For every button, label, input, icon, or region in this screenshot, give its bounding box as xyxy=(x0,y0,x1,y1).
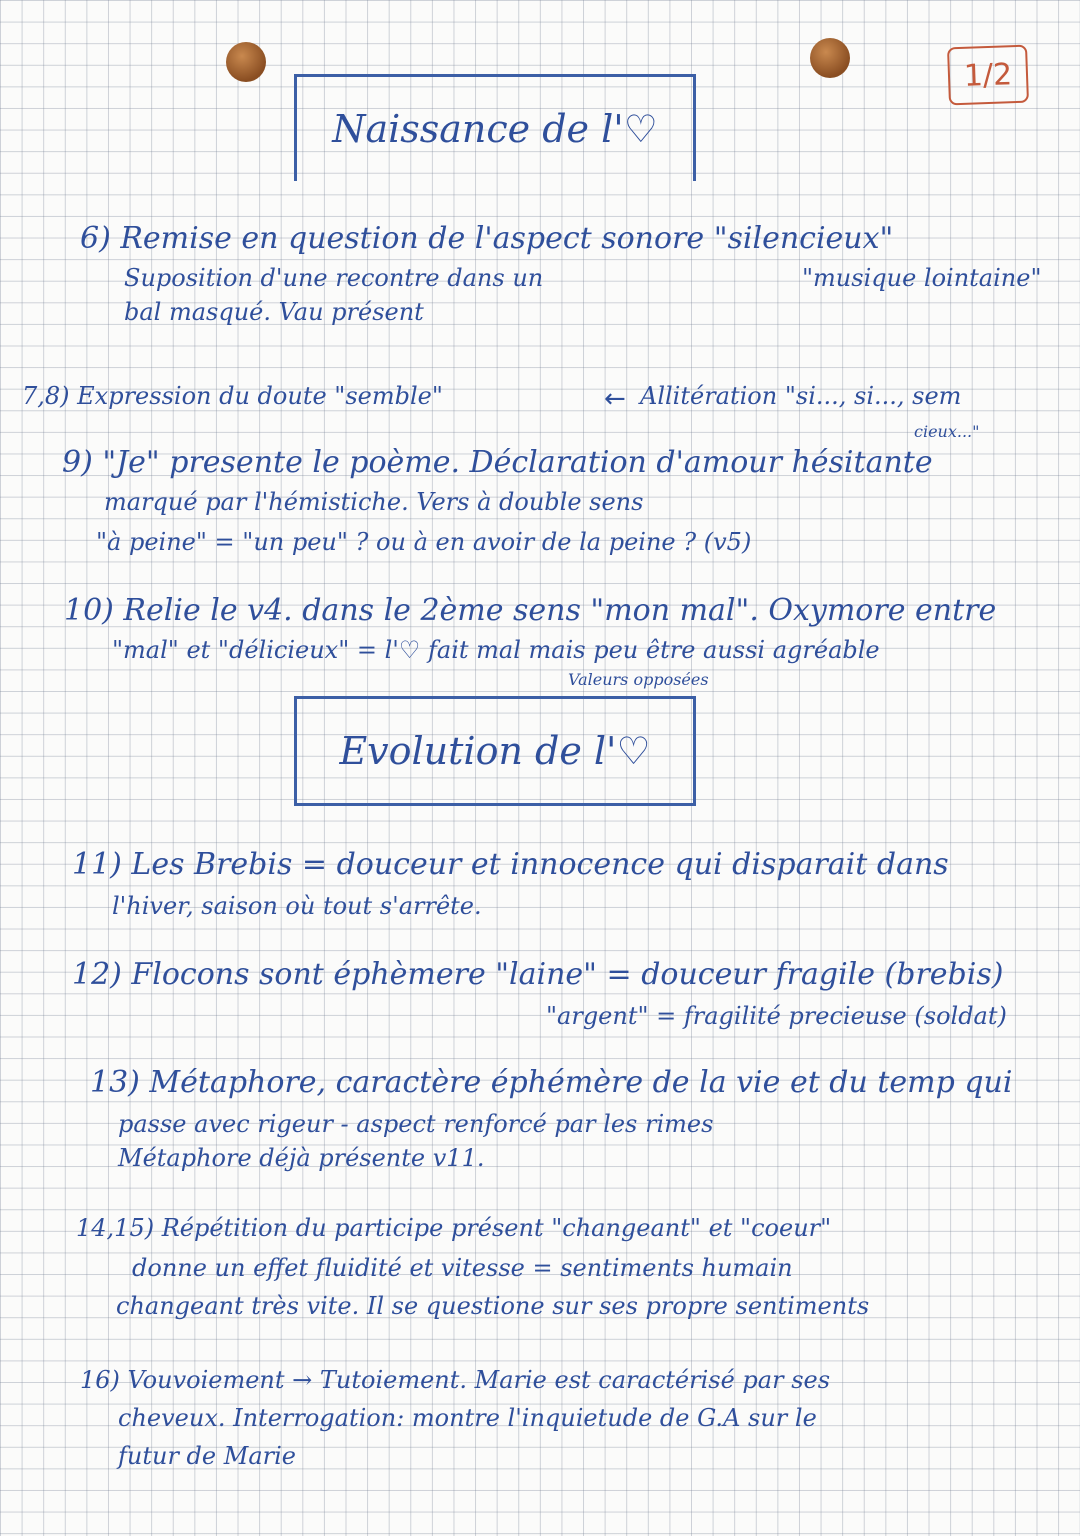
note-78-line-1: 7,8) Expression du doute "semble" xyxy=(22,382,443,410)
note-11-line-2: l'hiver, saison où tout s'arrête. xyxy=(112,892,482,920)
note-9-line-1: 9) "Je" presente le poème. Déclaration d'amour hésitante xyxy=(62,445,933,480)
note-6-line-3: bal masqué. Vau présent xyxy=(124,298,424,326)
note-10-aside: Valeurs opposées xyxy=(568,670,709,689)
note-13-line-2: passe avec rigeur - aspect renforcé par les rimes xyxy=(118,1110,714,1138)
note-6-line-1: 6) Remise en question de l'aspect sonore "silencieux" xyxy=(80,221,894,256)
note-11-line-1: 11) Les Brebis = douceur et innocence qui disparait dans xyxy=(72,847,949,882)
note-9-line-3: "à peine" = "un peu" ? ou à en avoir de la peine ? (v5) xyxy=(96,528,752,556)
arrow-left-icon: ← xyxy=(604,384,626,414)
note-78-alliteration-cont: cieux..." xyxy=(914,422,980,441)
binder-hole-left xyxy=(226,42,266,82)
note-1415-line-1: 14,15) Répétition du participe présent "changeant" et "coeur" xyxy=(76,1214,832,1242)
note-6-aside: "musique lointaine" xyxy=(802,264,1042,292)
note-10-line-2: "mal" et "délicieux" = l'♡ fait mal mais peu être aussi agréable xyxy=(112,636,880,664)
heading-box-evolution xyxy=(294,696,696,806)
note-13-line-3: Métaphore déjà présente v11. xyxy=(118,1144,485,1172)
note-13-line-1: 13) Métaphore, caractère éphémère de la vie et du temp qui xyxy=(90,1065,1013,1100)
page-number: 1/2 xyxy=(963,56,1013,94)
note-16-line-3: futur de Marie xyxy=(118,1442,296,1470)
note-1415-line-2: donne un effet fluidité et vitesse = sentiments humain xyxy=(132,1254,793,1282)
binder-hole-right xyxy=(810,38,850,78)
note-78-alliteration: Allitération "si..., si..., sem xyxy=(640,382,962,410)
note-12-line-2: "argent" = fragilité precieuse (soldat) xyxy=(546,1002,1007,1030)
note-6-line-2: Suposition d'une recontre dans un xyxy=(124,264,544,292)
page-number-box xyxy=(947,45,1029,106)
note-1415-line-3: changeant très vite. Il se questione sur ses propre sentiments xyxy=(116,1292,870,1320)
note-9-line-2: marqué par l'hémistiche. Vers à double sens xyxy=(104,488,644,516)
heading-evolution-of-love: Evolution de l'♡ xyxy=(339,729,651,773)
note-16-line-2: cheveux. Interrogation: montre l'inquietude de G.A sur le xyxy=(118,1404,817,1432)
note-16-line-1: 16) Vouvoiement → Tutoiement. Marie est caractérisé par ses xyxy=(80,1366,831,1394)
heading-box-birth xyxy=(294,74,696,181)
note-12-line-1: 12) Flocons sont éphèmere "laine" = douceur fragile (brebis) xyxy=(72,957,1004,992)
heading-birth-of-love: Naissance de l'♡ xyxy=(332,107,658,151)
note-10-line-1: 10) Relie le v4. dans le 2ème sens "mon mal". Oxymore entre xyxy=(64,593,997,628)
